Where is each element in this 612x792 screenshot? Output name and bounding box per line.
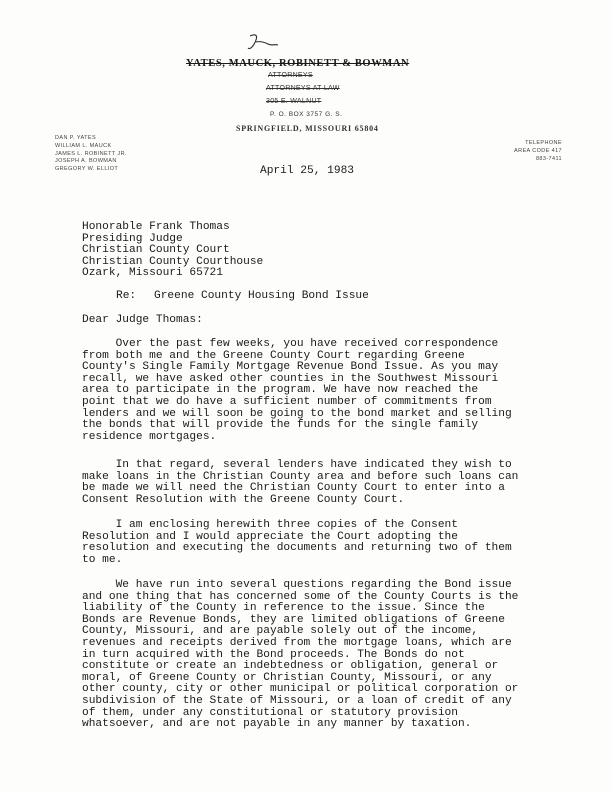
phone-number: 883-7411 <box>535 155 562 162</box>
address-line: Ozark, Missouri 65721 <box>82 267 223 280</box>
text-line: constitute or create an indebtedness or obligation, general or <box>82 660 499 673</box>
address-line: Presiding Judge <box>82 232 183 245</box>
firm-name: YATES, MAUCK, ROBINETT & BOWMAN <box>186 58 410 69</box>
letterhead-line-1: ATTORNEYS <box>268 72 313 79</box>
text-line: lenders and we will soon be going to the bond market and selling <box>82 407 512 420</box>
letterhead-line-3: 305 E. WALNUT <box>266 98 322 105</box>
text-line: moral, of Greene County or Christian County, Missouri, or any <box>82 671 492 684</box>
text-line: make loans in the Christian County area and before such loans can <box>82 470 519 483</box>
address-line: Honorable Frank Thomas <box>82 221 230 233</box>
text-line: revenues and receipts derived from the mortgage loans, which are <box>82 636 512 649</box>
text-line: from both me and the Greene County Court regarding Greene <box>82 349 465 362</box>
phone-area-code: AREA CODE 417 <box>514 147 562 154</box>
text-line: Resolution and I would appreciate the Court adopting the <box>82 530 458 543</box>
text-line: whatsoever, and are not payable in any manner by taxation. <box>82 718 472 731</box>
phone-block <box>500 140 562 163</box>
text-line: Over the past few weeks, you have received correspondence <box>82 338 499 350</box>
text-line: be made we will need the Christian County Court to enter into a <box>82 482 505 495</box>
text-line: subdivision of the State of Missouri, or a loan of credit of any <box>82 694 512 707</box>
subject-label: Re: <box>116 290 137 302</box>
text-line: residence mortgages. <box>82 430 217 443</box>
address-line: Christian County Court <box>82 244 230 257</box>
text-line: County's Single Family Mortgage Revenue Bond Issue. As you may <box>82 361 499 374</box>
subject-text: Greene County Housing Bond Issue <box>154 290 369 302</box>
recipient-address <box>82 222 263 280</box>
letter-date: April 25, 1983 <box>260 165 354 177</box>
subject-line <box>116 291 369 303</box>
text-line: and one thing that has concerned some of the County Courts is the <box>82 590 519 603</box>
text-line: of them, under any constitutional or statutory provision <box>82 706 458 719</box>
partner-name: GREGORY W. ELLIOT <box>55 166 119 173</box>
text-line: We have run into several questions regarding the Bond issue <box>82 579 512 591</box>
paragraph-2 <box>82 460 548 506</box>
text-line: in turn acquired with the Bond proceeds. The Bonds do not <box>82 648 465 661</box>
firm-city: SPRINGFIELD, MISSOURI 65804 <box>236 124 379 133</box>
paragraph-4 <box>82 580 548 731</box>
text-line: County, Missouri, and are payable solely out of the income, <box>82 625 479 638</box>
address-line: Christian County Courthouse <box>82 255 264 268</box>
partner-name: JAMES L. ROBINETT JR. <box>55 150 127 157</box>
phone-label: TELEPHONE <box>525 140 562 146</box>
letterhead-line-2: ATTORNEYS AT LAW <box>266 85 340 92</box>
text-line: to me. <box>82 553 123 566</box>
text-line: I am enclosing herewith three copies of the Consent <box>82 519 458 531</box>
paragraph-1 <box>82 339 548 443</box>
partner-list <box>55 135 127 174</box>
text-line: point that we do have a sufficient number of commitments from <box>82 395 492 408</box>
partner-name: DAN P. YATES <box>55 135 97 141</box>
handwritten-initials <box>244 32 284 56</box>
text-line: Consent Resolution with the Greene County Court. <box>82 493 405 506</box>
text-line: recall, we have asked other counties in the Southwest Missouri <box>82 372 499 385</box>
text-line: area to participate in the program. We have now reached the <box>82 384 479 397</box>
text-line: In that regard, several lenders have indicated they wish to <box>82 459 512 471</box>
paragraph-3 <box>82 520 548 566</box>
text-line: liability of the County in reference to the issue. Since the <box>82 602 485 615</box>
salutation: Dear Judge Thomas: <box>82 314 203 326</box>
text-line: other county, city or other municipal or political corporation or <box>82 683 519 696</box>
text-line: Bonds are Revenue Bonds, they are limited obligations of Greene <box>82 613 505 626</box>
partner-name: WILLIAM L. MAUCK <box>55 142 112 149</box>
partner-name: JOSEPH A. BOWMAN <box>55 158 117 165</box>
text-line: the bonds that will provide the funds for the single family <box>82 419 479 432</box>
text-line: resolution and executing the documents and returning two of them <box>82 542 512 555</box>
po-box: P. O. BOX 3757 G. S. <box>270 111 343 118</box>
